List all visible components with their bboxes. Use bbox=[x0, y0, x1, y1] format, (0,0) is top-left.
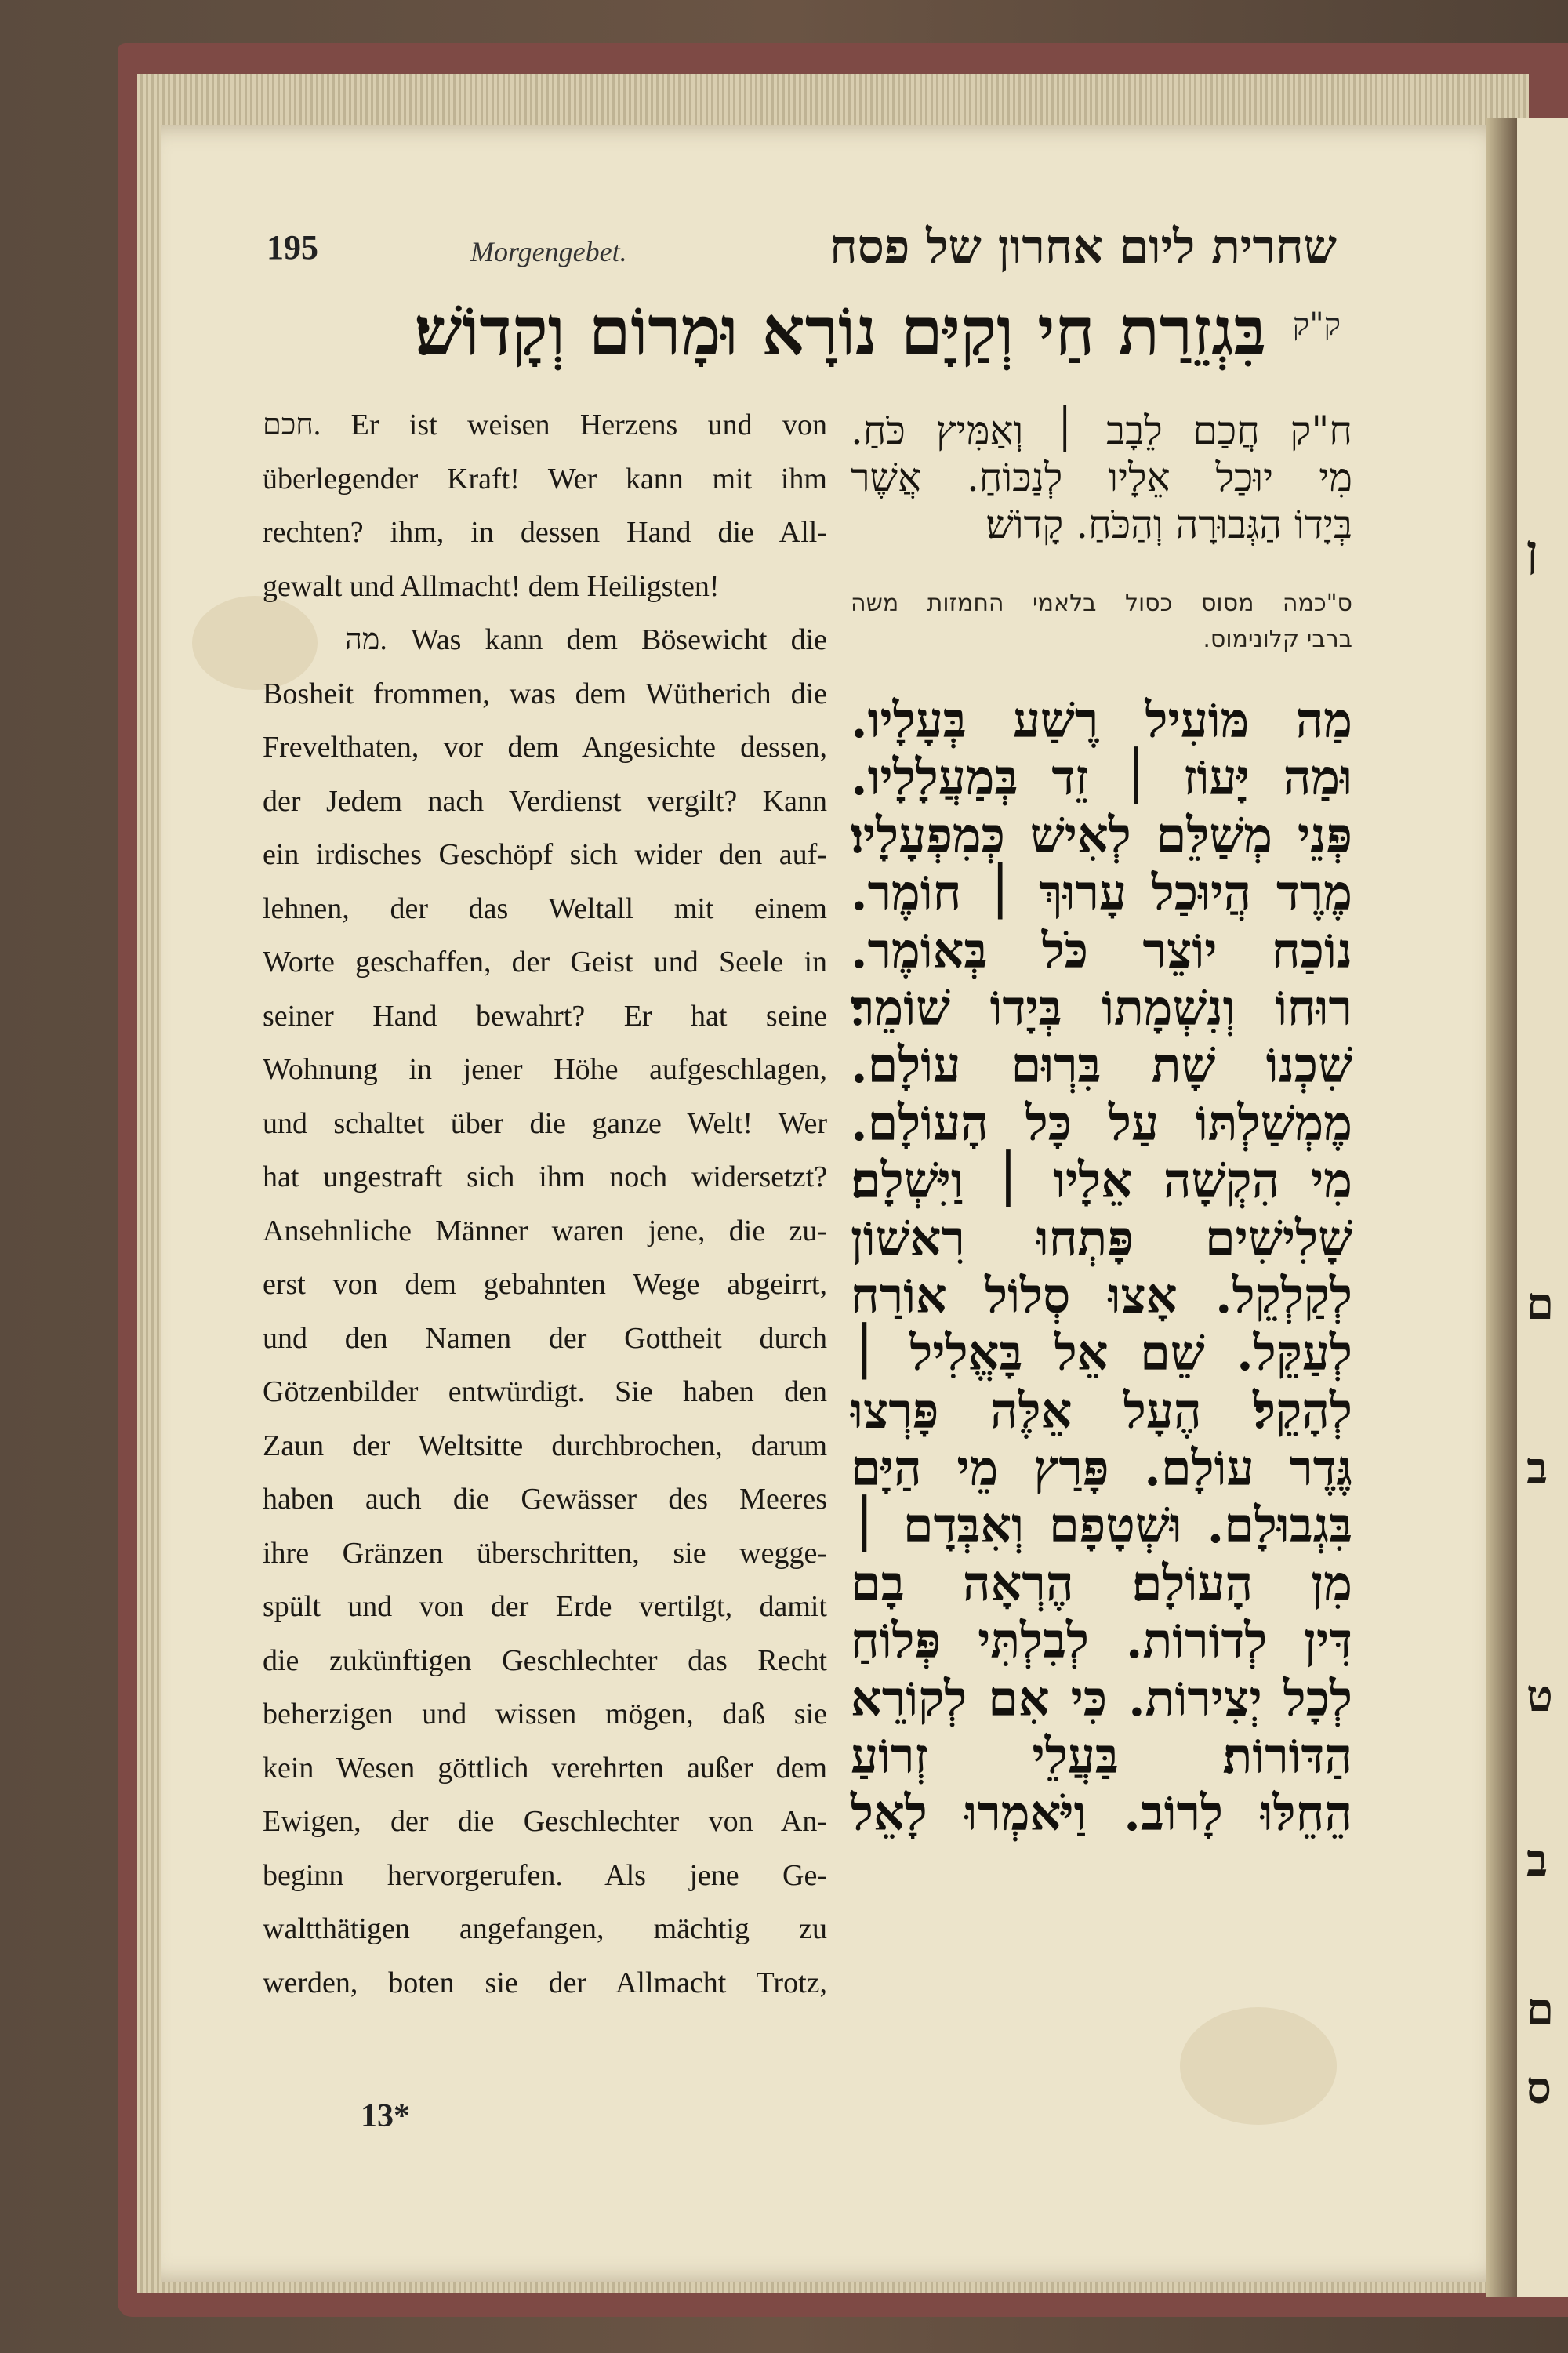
german-line: Frevelthaten, vor dem Angesichte dessen, bbox=[263, 731, 827, 764]
german-line: Ewigen, der die Geschlechter von An- bbox=[263, 1805, 827, 1838]
german-line: Worte geschaffen, der Geist und Seele in bbox=[263, 946, 827, 979]
adjacent-page-glyph: ט bbox=[1526, 1670, 1553, 1722]
adjacent-page bbox=[1517, 118, 1568, 2297]
book-gutter bbox=[1486, 118, 1517, 2297]
hebrew-line: מַה מּוֹעִיל רֶשַׁע בְּעָלָיו. bbox=[851, 692, 1352, 749]
hebrew-line: מֶמְשַׁלְתּוֹ עַל כָּל הָעוֹלָם. bbox=[851, 1094, 1352, 1152]
german-line: die zukünftigen Geschlechter das Recht bbox=[263, 1643, 827, 1677]
hebrew-line: וּמַה יָּעוֹז ׀ זֵד בְּמַעֲלָלָיו. bbox=[851, 749, 1352, 807]
hebrew-line: שָׁלִישִׁים פָּתְחוּ רִאשׁוֹן bbox=[851, 1209, 1352, 1267]
adjacent-page-glyph: ב bbox=[1526, 1835, 1548, 1886]
adjacent-page-glyph: ם bbox=[1526, 1278, 1554, 1330]
hebrew-line: רוּחוֹ וְנִשְׁמָתוֹ בְּיָדוֹ שׁוֹמֵר׃ bbox=[851, 979, 1352, 1037]
running-head bbox=[267, 220, 1337, 282]
hebrew-line: דִּין לְדוֹרוֹת. לְבִלְתִּי פְּלוֹחַ bbox=[851, 1612, 1352, 1670]
hebrew-line: מִי יוּכַל אֵלָיו לְנַכּוֹחַ. אֲשֶׁר bbox=[851, 455, 1352, 500]
running-head-german: Morgengebet. bbox=[470, 236, 627, 267]
german-line: waltthätigen angefangen, mächtig zu bbox=[263, 1912, 827, 1945]
german-line: seiner Hand bewahrt? Er hat seine bbox=[263, 999, 827, 1033]
hebrew-line: פְּנֵי מְשַׁלֵּם לְאִישׁ כְּמִפְעָלָיו׃ bbox=[851, 806, 1352, 864]
german-line: ihre Gränzen überschritten, sie wegge- bbox=[263, 1536, 827, 1570]
adjacent-page-glyph: ם bbox=[1526, 1984, 1554, 2035]
hebrew-line: מִן הָעוֹלָם׃ הֶרְאָה בָם bbox=[851, 1554, 1352, 1612]
german-line: Bosheit frommen, was dem Wütherich die bbox=[263, 677, 827, 710]
german-line: ein irdisches Geschöpf sich wider den auf- bbox=[263, 838, 827, 871]
paper-stain bbox=[1180, 2007, 1337, 2125]
hebrew-line: לְקַלְקֵל. אָצוּ סְלוֹל אוֹרַח bbox=[851, 1266, 1352, 1324]
german-line: spült und von der Erde vertilgt, damit bbox=[263, 1590, 827, 1623]
german-line: überlegender Kraft! Wer kann mit ihm bbox=[263, 462, 827, 496]
hebrew-note-line: ברבי קלונימוס. bbox=[1203, 626, 1352, 653]
german-line: חכם. Er ist weisen Herzens und von bbox=[263, 409, 827, 441]
german-line: erst von dem gebahnten Wege abgeirrt, bbox=[263, 1268, 827, 1301]
hebrew-line: לְכָל יְצִירוֹת. כִּי אִם לְקוֹרֵא bbox=[851, 1669, 1352, 1727]
german-line: gewalt und Allmacht! dem Heiligsten! bbox=[263, 569, 720, 603]
hebrew-line: בִּגְבוּלָם. וּשְׁטָפָם וְאִבְּדָם ׀ bbox=[851, 1497, 1352, 1555]
running-head-hebrew: שחרית ליום אחרון של פסח bbox=[829, 220, 1337, 274]
adjacent-page-glyph: ן bbox=[1526, 525, 1538, 577]
german-line: Zaun der Weltsitte durchbrochen, darum bbox=[263, 1429, 827, 1462]
german-line: Ansehnliche Männer waren jene, die zu- bbox=[263, 1214, 827, 1247]
german-paragraph bbox=[263, 623, 827, 2019]
german-line: Götzenbilder entwürdigt. Sie haben den bbox=[263, 1375, 827, 1408]
hebrew-line: לְהָקֵל׃ הֶעָל אֵלֶּה פָּרְצוּ bbox=[851, 1382, 1352, 1440]
verse-siglum: ק"ק bbox=[1292, 307, 1341, 343]
hebrew-line: נוֹכַח יוֹצֵר כֹּל בְּאוֹמֶר. bbox=[851, 921, 1352, 979]
hebrew-note-line: ס"כמה מסוס כסול בלאמי החמזות משה bbox=[851, 590, 1352, 617]
hebrew-line: לְעַקֵּל. שֵׁם אֵל בָּאֱלִיל ׀ bbox=[851, 1324, 1352, 1382]
german-line: rechten? ihm, in dessen Hand die All- bbox=[263, 516, 827, 549]
german-translation-column bbox=[263, 408, 827, 2019]
german-line: Wohnung in jener Höhe aufgeschlagen, bbox=[263, 1053, 827, 1086]
german-line: beherzigen und wissen mögen, daß sie bbox=[263, 1698, 827, 1730]
hebrew-line: מִי הִקְשָׁה אֵלָיו ׀ וַיִּשְׁלָם׃ bbox=[851, 1152, 1352, 1210]
hebrew-small-verse bbox=[851, 408, 1352, 549]
hebrew-line: הֵחֵלּוּ לָרוֹב. וַיֹּאמְרוּ לָאֵל bbox=[851, 1785, 1352, 1843]
adjacent-page-glyph: ב bbox=[1526, 1443, 1548, 1494]
sheet-signature-mark: 13* bbox=[361, 2098, 410, 2134]
german-line: haben auch die Gewässer des Meeres bbox=[263, 1483, 827, 1516]
page-number: 195 bbox=[267, 228, 318, 267]
hebrew-line: ח"ק חֲכַם לֵבָב ׀ וְאַמִּיץ כֹּחַ. bbox=[851, 408, 1352, 453]
german-line: hat ungestraft sich ihm noch widersetzt? bbox=[263, 1160, 827, 1193]
hebrew-line: גֶּדֶר עוֹלָם. פָּרַץ מֵי הַיָּם bbox=[851, 1440, 1352, 1498]
adjacent-page-glyph: ס bbox=[1526, 2062, 1552, 2114]
german-line: der Jedem nach Verdienst vergilt? Kann bbox=[263, 784, 827, 818]
german-line: מה. Was kann dem Bösewicht die bbox=[345, 623, 827, 656]
german-paragraph bbox=[263, 408, 827, 623]
hebrew-line: הַדּוֹרוֹת׃ בַּעֲלֵי זְרוֹעַ bbox=[851, 1727, 1352, 1785]
german-line: kein Wesen göttlich verehrten außer dem bbox=[263, 1751, 827, 1785]
hebrew-piyyut bbox=[851, 692, 1352, 1843]
hebrew-line: מֶרֶד הֲיוּכַל עָרוּךְ ׀ חוֹמֶר. bbox=[851, 864, 1352, 922]
hebrew-line: שִׁכְנוֹ שָׁת בִּרְוּם עוֹלָם. bbox=[851, 1037, 1352, 1095]
german-line: lehnen, der das Weltall mit einem bbox=[263, 891, 827, 925]
hebrew-line: בְּיָדוֹ הַגְּבוּרָה וְהַכֹּחַ. קָדוֹשׁ׃ bbox=[985, 502, 1352, 547]
verse-headline-text: בִּגְזֵרַת חַי וְקַיָּם נוֹרָא וּמָרוֹם וְקָדוֹשׁ׃ bbox=[414, 292, 1266, 371]
german-line: beginn hervorgerufen. Als jene Ge- bbox=[263, 1858, 827, 1892]
verse-headline bbox=[290, 292, 1341, 382]
german-line: werden, boten sie der Allmacht Trotz, bbox=[263, 1966, 827, 1999]
german-line: und den Namen der Gottheit durch bbox=[263, 1321, 827, 1355]
german-line: und schaltet über die ganze Welt! Wer bbox=[263, 1106, 827, 1140]
hebrew-column bbox=[851, 408, 1352, 1843]
hebrew-rubric-note bbox=[851, 590, 1352, 662]
